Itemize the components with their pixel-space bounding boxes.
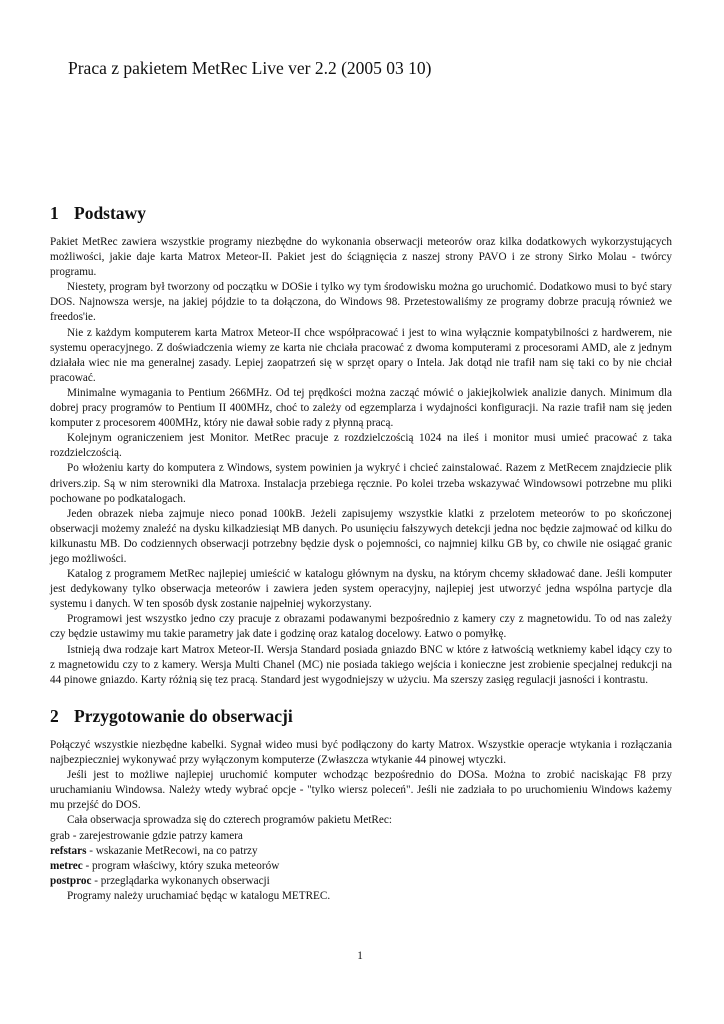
document-title: Praca z pakietem MetRec Live ver 2.2 (2005 03 10) [68,58,432,78]
program-description: - wskazanie MetRecowi, na co patrzy [86,844,258,857]
program-name: grab [50,829,70,842]
program-description: - program właściwy, który szuka meteorów [82,859,280,872]
paragraph: Istnieją dwa rodzaje kart Matrox Meteor-II. Wersja Standard posiada gniazdo BNC w które z łatwością wetkniemy kabel idący czy to z magnetowidu czy to z kamery. Wersja Multi Chanel (MC) nie posiada takiego wejścia i konieczne jest zrobienie specjalnej redukcji na 44 pinowe gniazdo. Karty różnią się tez pracą. Standard jest wygodniejszy w użyciu. Ma szerszy zasięg regulacji jasności i kontrastu. [50,643,672,686]
section-2-body [50,738,672,904]
section-title: Przygotowanie do obserwacji [74,706,293,726]
section-1-heading [50,203,146,224]
paragraph: Programy należy uruchamiać będąc w katalogu METREC. [67,889,331,902]
paragraph: Kolejnym ograniczeniem jest Monitor. MetRec pracuje z rozdzielczością 1024 na ileś i monitor musi umieć pracować z taka rozdzielczością. [50,432,672,460]
paragraph: Nie z każdym komputerem karta Matrox Meteor-II chce współpracować i jest to wina wyłącznie kompatybilności z hardwerem, nie systemu operacyjnego. Z doświadczenia wiemy ze karta nie chciała pracować z dwoma komputerami z procesorami AMD, ale z jednym działała wiec nie ma generalnej zasady. Lepiej zaopatrzeń się w sprzęt opary o Intela. Jak dotąd nie trafił nam się taki co by nie chciał pracować. [50,326,672,384]
program-name: metrec [50,859,83,872]
paragraph: Po włożeniu karty do komputera z Windows, system powinien ja wykryć i chcieć zainstalować. Razem z MetRecem znajdziecie plik drivers.zip. Są w nim sterowniki dla Matroxa. Instalacja przebiega ręcznie. Po kolei trzeba wskazywać Windowsowi potrzebne mu pliki pochowane po podkatalogach. [50,462,672,505]
program-name: postproc [50,874,92,887]
paragraph: Pakiet MetRec zawiera wszystkie programy niezbędne do wykonania obserwacji meteorów oraz kilka dodatkowych wykorzystujących możliwości, jakie daje karta Matrox Meteor-II. Pakiet jest do ściągnięcia z naszej strony PAVO i ze strony Sirko Molau - twórcy programu. [50,236,672,279]
paragraph: Programowi jest wszystko jedno czy pracuje z obrazami podawanymi bezpośrednio z kamery czy z magnetowidu. To od nas zależy czy będzie ustawimy mu takie parametry jak date i godzinę oraz katalog docelowy. Łatwo o pomyłkę. [50,613,672,641]
paragraph: Połączyć wszystkie niezbędne kabelki. Sygnał wideo musi być podłączony do karty Matrox. Wszystkie operacje wtykania i rozłączania najbezpieczniej wykonywać przy wyłączonym komputerze (Zwłaszcza wtykanie 44 pinowej wtyczki. [50,739,672,767]
program-description: - przeglądarka wykonanych obserwacji [91,874,270,887]
section-2-heading [50,706,293,727]
page-number: 1 [357,950,363,962]
section-1-body [50,235,672,688]
paragraph: Jeśli jest to możliwe najlepiej uruchomić komputer wchodząc bezpośrednio do DOSa. Można to zrobić naciskając F8 przy uruchamianiu Windowsa. Należy wtedy wybrać opcje - "tylko wiersz poleceń". Jeśli nie zadziała to po uruchomieniu Windows każemy mu przejść do DOS. [50,769,672,812]
program-item-refstars [50,844,672,859]
section-title: Podstawy [74,203,146,223]
program-item-postproc [50,874,672,889]
paragraph: Minimalne wymagania to Pentium 266MHz. Od tej prędkości można zacząć mówić o jakiejkolwiek analizie danych. Minimum dla dobrej pracy programów to Pentium II 400MHz, choć to zależy od egzemplarza i wydajności konfiguracji. Na razie trafił nam się jeden komputer z procesorem 400MHz, który nie dawał sobie rady z płynną pracą. [50,386,672,430]
paragraph: Cała obserwacja sprowadza się do czterech programów pakietu MetRec: [67,814,392,827]
program-item-metrec [50,859,672,874]
program-name: refstars [50,844,87,857]
section-number: 2 [50,706,59,726]
paragraph: Katalog z programem MetRec najlepiej umieścić w katalogu głównym na dysku, na którym chcemy składować dane. Jeśli komputer jest dedykowany tylko obserwacja meteorów i zawiera jeden system operacyjny, najlepiej jest utworzyć jedna wspólna partycje dla systemu i danych. W ten sposób dysk zostanie najpełniej wykorzystany. [50,568,672,611]
program-description: - zarejestrowanie gdzie patrzy kamera [69,829,243,842]
section-number: 1 [50,203,59,223]
paragraph: Niestety, program był tworzony od początku w DOSie i tylko wy tym środowisku można go uruchomić. Dodatkowo musi to być stary DOS. Najnowsza wersje, na jakiej pójdzie to ta dołączona, do Windows 98. Przetestowaliśmy ze programy dobrze pracują również we freedos'ie. [50,281,672,324]
program-item-grab [50,829,672,844]
paragraph: Jeden obrazek nieba zajmuje nieco ponad 100kB. Jeżeli zapisujemy wszystkie klatki z przelotem meteorów to po skończonej obserwacji możemy znaleźć na dysku kilkadziesiąt MB danych. Po usunięciu fałszywych detekcji jedna noc będzie zajmować od kilku do kilkunastu MB. Do codziennych obserwacji potrzebny będzie dysk o pojemności, co najmniej kilku GB by, co chwile nie osiągać granic jego możliwości. [50,507,672,565]
